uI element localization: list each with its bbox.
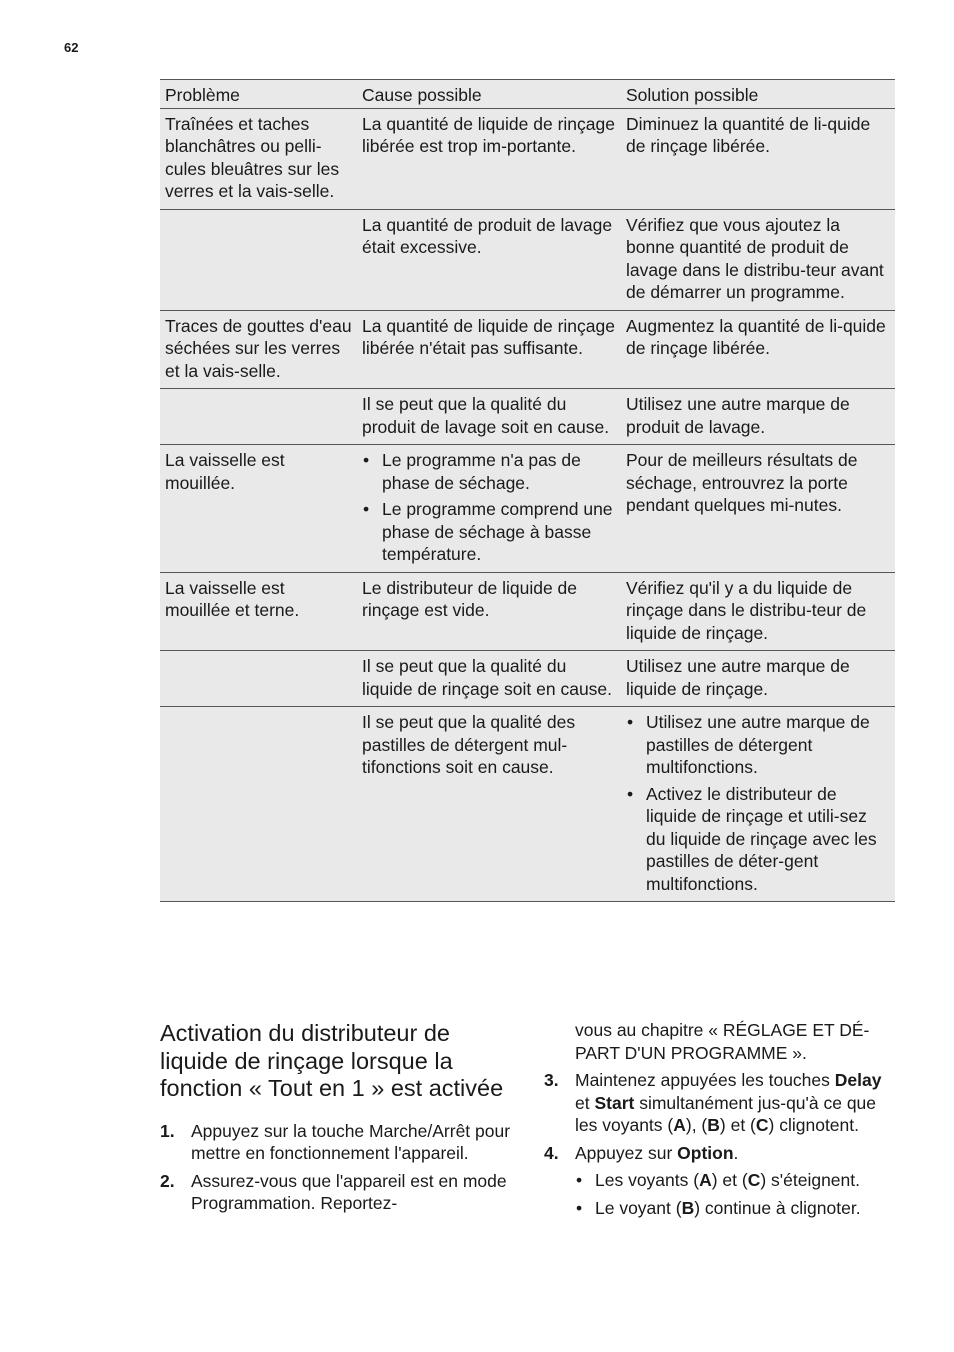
table-row xyxy=(160,310,895,389)
cause-bullet: • Le programme comprend une phase de séchage à basse température. xyxy=(362,498,616,566)
step-text: Appuyez sur Option. xyxy=(575,1142,739,1163)
step-text: Appuyez sur la touche Marche/Arrêt pour mettre en fonctionnement l'appareil. xyxy=(191,1120,511,1163)
step-text: Assurez-vous que l'appareil est en mode Programmation. Reportez- xyxy=(191,1170,507,1213)
solution-cell: Diminuez la quantité de li-quide de rinçage libérée. xyxy=(621,108,895,209)
problem-cell: Traces de gouttes d'eau séchées sur les verres et la vais-selle. xyxy=(160,310,357,389)
steps-list xyxy=(160,1120,512,1215)
table-row xyxy=(160,108,895,209)
indicator-label: A xyxy=(673,1115,686,1135)
cause-cell: Le distributeur de liquide de rinçage est vide. xyxy=(357,572,621,651)
table-row xyxy=(160,445,895,573)
cause-bullet: • Le programme n'a pas de phase de séchage. xyxy=(362,449,616,494)
problem-cell xyxy=(160,651,357,707)
page-number: 62 xyxy=(64,40,79,55)
key-label: Option xyxy=(677,1142,734,1163)
cause-cell xyxy=(357,445,621,573)
solution-cell: Vérifiez que vous ajoutez la bonne quantité de produit de lavage dans le distribu-teur avant de démarrer un programme. xyxy=(621,209,895,310)
solution-cell: Pour de meilleurs résultats de séchage, entrouvrez la porte pendant quelques mi-nutes. xyxy=(621,445,895,573)
indicator-label: B xyxy=(681,1197,695,1218)
section-title: Activation du distributeur de liquide de rinçage lorsque la fonction « Tout en 1 » est activée xyxy=(160,1020,504,1101)
troubleshooting-table xyxy=(160,79,895,902)
solution-cell xyxy=(621,707,895,902)
column-header-cause: Cause possible xyxy=(357,80,621,109)
problem-cell: La vaisselle est mouillée et terne. xyxy=(160,572,357,651)
solution-cell: Utilisez une autre marque de liquide de rinçage. xyxy=(621,651,895,707)
indicator-label: B xyxy=(707,1115,720,1135)
cause-cell: Il se peut que la qualité des pastilles de détergent mul-tifonctions soit en cause. xyxy=(357,707,621,902)
indicator-label: C xyxy=(755,1115,769,1135)
table-row xyxy=(160,651,895,707)
step-item xyxy=(160,1170,512,1215)
step-number: 2. xyxy=(160,1170,175,1191)
solution-cell: Vérifiez qu'il y a du liquide de rinçage dans le distribu-teur de liquide de rinçage. xyxy=(621,572,895,651)
table-row xyxy=(160,389,895,445)
column-header-solution: Solution possible xyxy=(621,80,895,109)
step-number: 4. xyxy=(544,1142,559,1163)
solution-cell: Augmentez la quantité de li-quide de rinçage libérée. xyxy=(621,310,895,389)
table-header-row xyxy=(160,80,895,109)
steps-list-continued xyxy=(544,1069,896,1219)
sub-bullet: • Le voyant (B) continue à clignoter. xyxy=(575,1197,896,1220)
cause-bullet-list xyxy=(362,449,616,566)
column-header-problem: Problème xyxy=(160,80,357,109)
step-sub-bullets xyxy=(575,1169,896,1219)
solution-cell: Utilisez une autre marque de produit de lavage. xyxy=(621,389,895,445)
cause-cell: La quantité de liquide de rinçage libérée est trop im-portante. xyxy=(357,108,621,209)
solution-bullet: • Utilisez une autre marque de pastilles de détergent multifonctions. xyxy=(626,711,890,779)
problem-cell xyxy=(160,209,357,310)
solution-bullet-list xyxy=(626,711,890,895)
solution-bullet: • Activez le distributeur de liquide de rinçage et utili-sez du liquide de rinçage avec les pastilles de déter-gent multifonctions. xyxy=(626,783,890,896)
key-label: Start xyxy=(594,1092,635,1113)
key-label: Delay xyxy=(834,1070,882,1090)
instructions-left-column xyxy=(160,1020,512,1220)
indicator-label: A xyxy=(699,1170,712,1190)
step-item xyxy=(160,1120,512,1165)
step-number: 3. xyxy=(544,1070,559,1090)
cause-cell: Il se peut que la qualité du liquide de rinçage soit en cause. xyxy=(357,651,621,707)
table-row xyxy=(160,707,895,902)
sub-bullet: • Les voyants (A) et (C) s'éteignent. xyxy=(575,1169,896,1192)
table-row xyxy=(160,209,895,310)
step-item xyxy=(544,1069,896,1137)
cause-cell: Il se peut que la qualité du produit de lavage soit en cause. xyxy=(357,389,621,445)
problem-cell xyxy=(160,707,357,902)
problem-cell: La vaisselle est mouillée. xyxy=(160,445,357,573)
step-text: Maintenez appuyées les touches Delay et Start simultanément jus-qu'à ce que les voyants (A), (B) et (C) clignotent. xyxy=(575,1070,882,1135)
cause-cell: La quantité de liquide de rinçage libérée n'était pas suffisante. xyxy=(357,310,621,389)
problem-cell: Traînées et taches blanchâtres ou pelli-cules bleuâtres sur les verres et la vais-selle. xyxy=(160,108,357,209)
step-number: 1. xyxy=(160,1120,175,1141)
indicator-label: C xyxy=(747,1170,761,1190)
cause-cell: La quantité de produit de lavage était excessive. xyxy=(357,209,621,310)
problem-cell xyxy=(160,389,357,445)
instructions-right-column xyxy=(544,1019,896,1224)
step-item xyxy=(544,1142,896,1220)
step-continuation: vous au chapitre « RÉGLAGE ET DÉ-PART D'UN PROGRAMME ». xyxy=(575,1020,870,1063)
table-row xyxy=(160,572,895,651)
